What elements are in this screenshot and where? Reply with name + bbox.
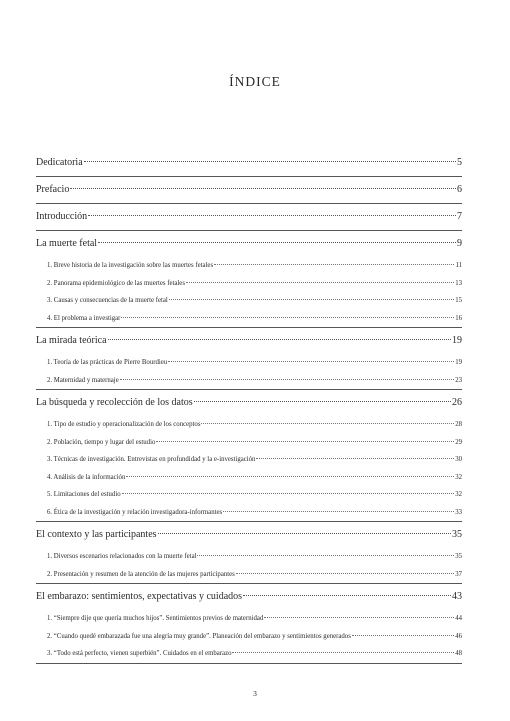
toc-entry-title: Dedicatoria [36, 157, 83, 168]
toc-subentry[interactable] [36, 469, 462, 487]
toc-subentry-title: 1. Tipo de estudio y operacionalización de los conceptos [47, 421, 201, 428]
toc-subentry-page: 48 [455, 650, 462, 657]
toc-subentry[interactable] [36, 566, 462, 584]
toc-entry-title: Introducción [36, 211, 88, 222]
toc-subentry-page: 33 [455, 508, 462, 516]
toc-entry-title: El contexto y las participantes [36, 529, 157, 540]
dot-leader [264, 617, 454, 618]
toc-subentry[interactable] [36, 486, 462, 504]
toc-entry[interactable] [36, 150, 462, 176]
toc-entry[interactable] [36, 584, 462, 610]
dot-leader [256, 458, 454, 459]
toc-entry-title: La búsqueda y recolección de los datos [36, 397, 193, 408]
dot-leader [122, 493, 455, 494]
toc-subentry-page: 16 [455, 314, 462, 322]
toc-entry-title: La muerte fetal [36, 238, 98, 249]
toc-subentry-page: 32 [455, 491, 462, 498]
toc-entry-page: 9 [457, 238, 462, 249]
toc-subentry[interactable] [36, 504, 462, 522]
toc-subentry[interactable] [36, 628, 462, 646]
dot-leader [236, 573, 454, 574]
dot-leader [108, 339, 451, 340]
toc-subentry-title: 2. Maternidad y maternaje [47, 376, 119, 384]
dot-leader [70, 188, 456, 189]
toc-subentry-title: 1. Teoría de las prácticas de Pierre Bourdieu [47, 359, 168, 366]
toc-subentry[interactable] [36, 434, 462, 452]
toc-subentry-title: 1. Diversos escenarios relacionados con la muerte fetal [47, 553, 197, 560]
toc-subentry-page: 15 [455, 297, 462, 304]
table-of-contents [36, 150, 462, 664]
toc-subentry[interactable] [36, 292, 462, 310]
toc-subentry[interactable] [36, 416, 462, 434]
toc-subentry-title: 2. Presentación y resumen de la atención de las mujeres participantes [47, 570, 235, 578]
toc-subentry-title: 4. Análisis de la información [47, 473, 126, 481]
toc-entry-page: 43 [452, 591, 462, 602]
toc-subentry-page: 32 [455, 473, 462, 481]
toc-entry[interactable] [36, 204, 462, 230]
toc-subentry[interactable] [36, 310, 462, 328]
toc-entry-page: 26 [452, 397, 462, 408]
toc-subentry[interactable] [36, 257, 462, 275]
toc-entry-title: La mirada teórica [36, 335, 107, 346]
toc-subentry[interactable] [36, 610, 462, 628]
toc-subentry[interactable] [36, 372, 462, 390]
dot-leader [169, 299, 454, 300]
toc-subentry-title: 1. Breve historia de la investigación sobre las muertes fetales [47, 262, 214, 269]
toc-subentry-page: 19 [455, 359, 462, 366]
dot-leader [223, 511, 454, 512]
toc-subentry-page: 44 [455, 615, 462, 622]
toc-subentry-title: 1. “Siempre dije que quería muchos hijos”. Sentimientos previos de maternidad [47, 615, 264, 622]
dot-leader [197, 555, 454, 556]
dot-leader [243, 595, 451, 596]
toc-subentry-page: 46 [455, 632, 462, 640]
toc-entry-page: 35 [452, 529, 462, 540]
page-number: 3 [253, 689, 257, 698]
page-title: ÍNDICE [229, 74, 281, 89]
toc-subentry[interactable] [36, 645, 462, 663]
dot-leader [194, 401, 451, 402]
toc-entry-page: 7 [457, 211, 462, 222]
toc-subentry[interactable] [36, 275, 462, 293]
toc-entry-title: Prefacio [36, 184, 70, 195]
toc-entry[interactable] [36, 390, 462, 416]
toc-subentry-page: 23 [455, 376, 462, 384]
toc-subentry-title: 4. El problema a investigar [47, 314, 121, 322]
toc-subentry-page: 13 [455, 279, 462, 287]
dot-leader [168, 361, 454, 362]
dot-leader [84, 161, 456, 162]
dot-leader [121, 317, 454, 318]
dot-leader [156, 441, 454, 442]
toc-subentry-page: 29 [455, 438, 462, 446]
toc-subentry[interactable] [36, 548, 462, 566]
dot-leader [186, 282, 454, 283]
toc-subentry-title: 2. Panorama epidemiológico de las muertes fetales [47, 279, 185, 287]
toc-subentry-title: 2. Población, tiempo y lugar del estudio [47, 438, 156, 446]
toc-subentry-page: 28 [455, 421, 462, 428]
dot-leader [232, 652, 454, 653]
dot-leader [98, 242, 456, 243]
dot-leader [88, 215, 456, 216]
toc-subentry-page: 35 [455, 553, 462, 560]
toc-entry[interactable] [36, 522, 462, 548]
dot-leader [120, 379, 454, 380]
toc-subentry[interactable] [36, 354, 462, 372]
toc-entry-page: 5 [457, 157, 462, 168]
toc-entry[interactable] [36, 177, 462, 203]
dot-leader [352, 635, 454, 636]
toc-subentry-title: 2. “Cuando quedé embarazada fue una alegría muy grande”. Planeación del embarazo y sentimientos generados [47, 632, 351, 640]
section-divider [36, 663, 462, 664]
toc-subentry-title: 3. Causas y consecuencias de la muerte fetal [47, 297, 168, 304]
dot-leader [158, 533, 451, 534]
dot-leader [126, 476, 454, 477]
toc-subentry-title: 6. Ética de la investigación y relación investigadora-informantes [47, 508, 223, 516]
toc-subentry-page: 11 [455, 262, 462, 269]
toc-entry-page: 19 [452, 335, 462, 346]
dot-leader [201, 423, 454, 424]
toc-entry[interactable] [36, 328, 462, 354]
toc-entry[interactable] [36, 231, 462, 257]
toc-subentry-page: 30 [455, 456, 462, 463]
toc-entry-page: 6 [457, 184, 462, 195]
toc-subentry-title: 3. Técnicas de investigación. Entrevistas en profundidad y la e-investigación [47, 456, 256, 463]
toc-subentry-title: 3. “Todo está perfecto, vienen superbién”. Cuidados en el embarazo [47, 650, 232, 657]
toc-entry-title: El embarazo: sentimientos, expectativas y cuidados [36, 591, 243, 602]
toc-subentry-title: 5. Limitaciones del estudio [47, 491, 121, 498]
toc-subentry-page: 37 [455, 570, 462, 578]
dot-leader [214, 264, 454, 265]
toc-subentry[interactable] [36, 451, 462, 469]
